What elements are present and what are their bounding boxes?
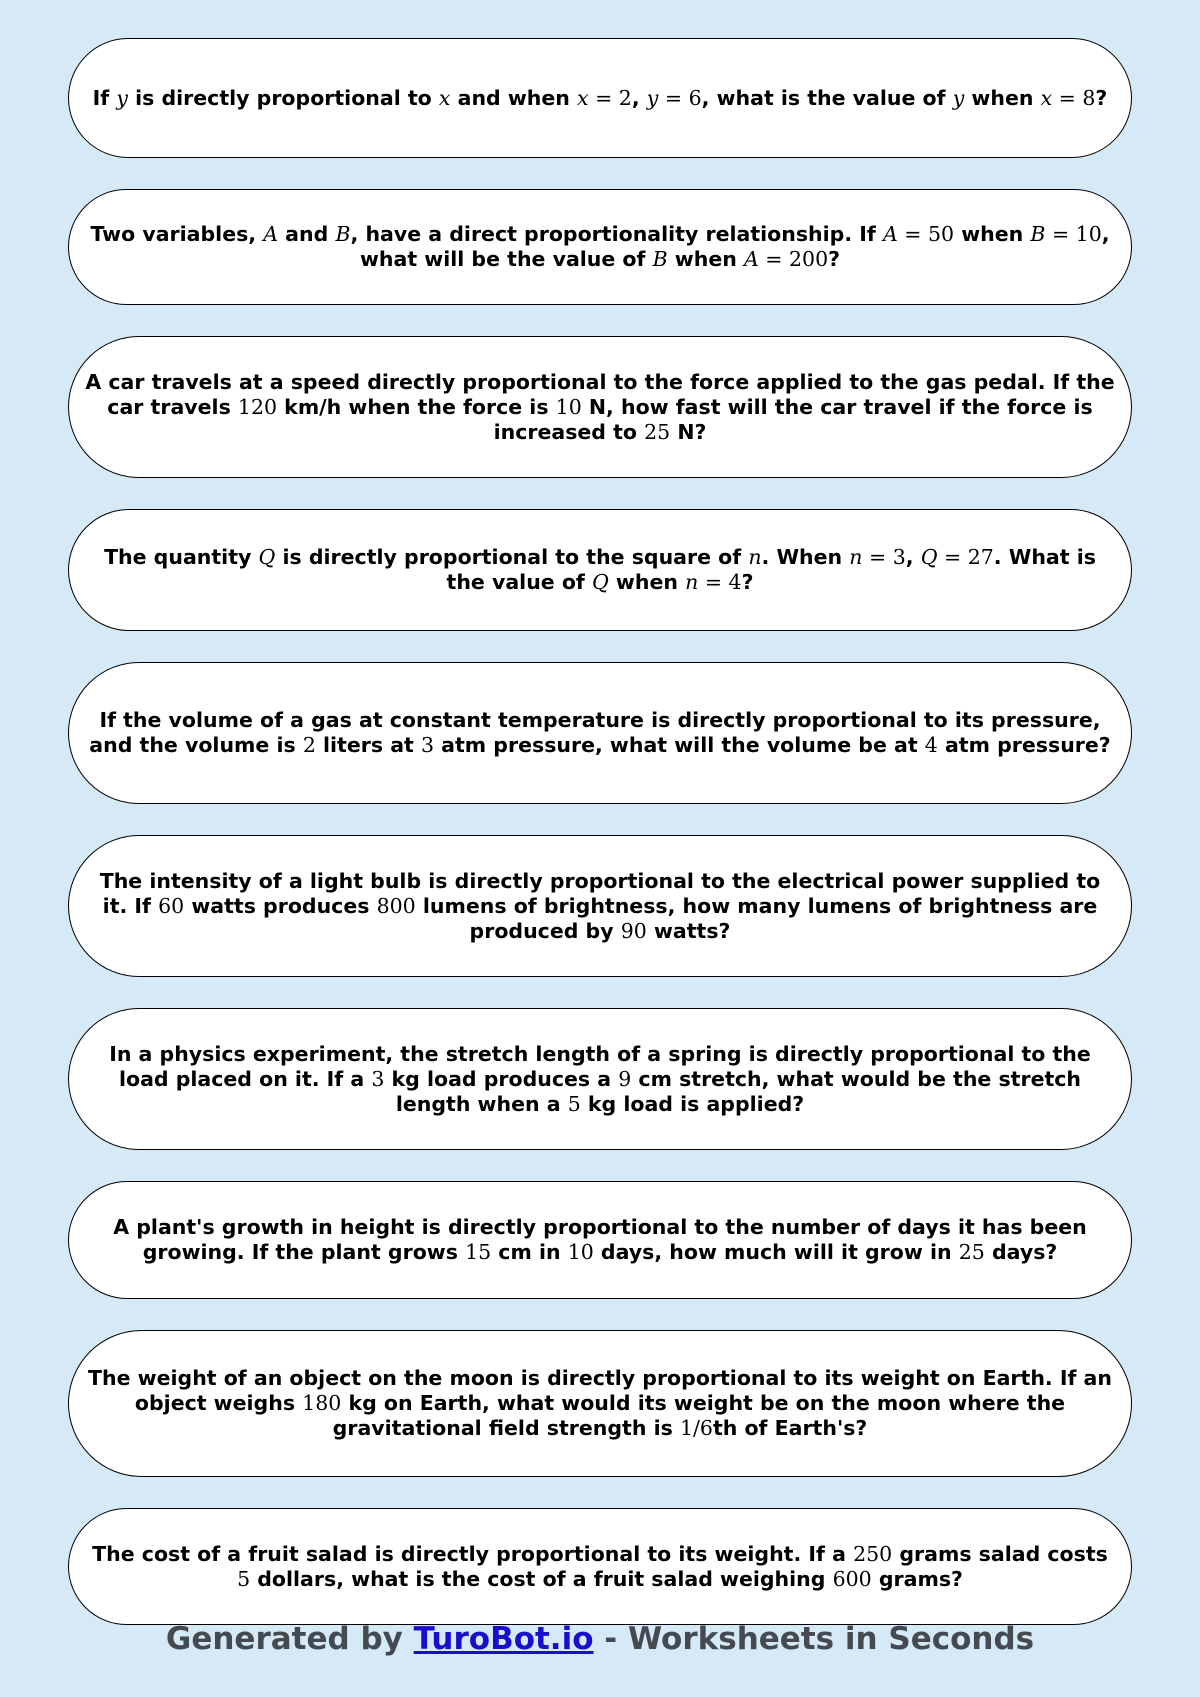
question-card bbox=[68, 336, 1132, 478]
question-card bbox=[68, 38, 1132, 158]
math-expression: 600 bbox=[832, 1566, 872, 1591]
math-expression: Q = 27 bbox=[920, 545, 994, 569]
math-expression: 800 bbox=[376, 893, 416, 918]
question-text: A car travels at a speed directly proportional to the force applied to the gas pedal. If the car travels 120 km/h when the force is 10 N, how fast will the car travel if the force is increased to 25 N? bbox=[85, 369, 1115, 444]
math-expression: x = 2 bbox=[577, 85, 632, 110]
question-card bbox=[68, 1181, 1132, 1299]
turobot-link[interactable]: TuroBot.io bbox=[413, 1621, 594, 1657]
math-expression: 10 bbox=[555, 394, 582, 419]
question-text: The intensity of a light bulb is directly proportional to the electrical power supplied to it. If 60 watts produces 800 lumens of brightness, how many lumens of brightness are produced by 90 watts? bbox=[99, 868, 1101, 943]
math-expression: n bbox=[748, 545, 762, 569]
math-expression: 4 bbox=[924, 733, 938, 757]
math-expression: y bbox=[952, 85, 965, 110]
math-expression: y = 6 bbox=[646, 85, 702, 110]
question-card bbox=[68, 1330, 1132, 1477]
math-expression: A = 200 bbox=[743, 247, 829, 271]
math-expression: Q bbox=[258, 545, 276, 569]
question-text: If the volume of a gas at constant temperature is directly proportional to its pressure, and the volume is 2 liters at 3 atm pressure, what will the volume be at 4 atm pressure? bbox=[89, 708, 1111, 757]
math-expression: 2 bbox=[302, 733, 316, 757]
question-card bbox=[68, 1008, 1132, 1150]
math-expression: 60 bbox=[158, 893, 185, 918]
math-expression: 250 bbox=[853, 1541, 893, 1566]
question-text: A plant's growth in height is directly proportional to the number of days it has been growing. If the plant grows 15 cm in 10 days, how much will it grow in 25 days? bbox=[113, 1215, 1087, 1264]
question-text: The quantity Q is directly proportional to the square of n. When n = 3, Q = 27. What is the value of Q when n = 4? bbox=[104, 545, 1096, 594]
footer-suffix: - Worksheets in Seconds bbox=[593, 1621, 1035, 1657]
math-expression: 90 bbox=[620, 918, 647, 943]
math-expression: B bbox=[335, 222, 351, 246]
math-expression: 1/6 bbox=[679, 1416, 713, 1440]
math-expression: A bbox=[263, 222, 279, 246]
math-expression: n = 3 bbox=[849, 545, 906, 569]
math-expression: 25 bbox=[644, 419, 671, 444]
math-expression: 10 bbox=[567, 1240, 594, 1264]
footer bbox=[0, 1619, 1200, 1659]
math-expression: B = 10 bbox=[1030, 222, 1102, 246]
question-text: Two variables, A and B, have a direct proportionality relationship. If A = 50 when B = 10, what will be the value of B when A = 200? bbox=[90, 222, 1110, 271]
footer-prefix: Generated by bbox=[165, 1621, 414, 1657]
math-expression: x bbox=[438, 85, 451, 110]
math-expression: 3 bbox=[420, 733, 435, 757]
math-expression: Q bbox=[591, 570, 609, 594]
math-expression: B bbox=[652, 247, 668, 271]
question-text: The cost of a fruit salad is directly proportional to its weight. If a 250 grams salad costs 5 dollars, what is the cost of a fruit salad weighing 600 grams? bbox=[92, 1541, 1108, 1591]
question-text: If y is directly proportional to x and when x = 2, y = 6, what is the value of y when x = 8? bbox=[92, 85, 1108, 110]
math-expression: 25 bbox=[958, 1240, 985, 1264]
math-expression: 120 bbox=[237, 394, 278, 419]
math-expression: A = 50 bbox=[882, 222, 955, 246]
math-expression: 5 bbox=[237, 1566, 251, 1591]
math-expression: 3 bbox=[371, 1066, 385, 1091]
question-card bbox=[68, 835, 1132, 977]
question-text: The weight of an object on the moon is directly proportional to its weight on Earth. If an object weighs 180 kg on Earth, what would its weight be on the moon where the gravitational field strength is 1/6th of Earth's? bbox=[88, 1366, 1112, 1440]
math-expression: 5 bbox=[567, 1091, 581, 1116]
question-text: In a physics experiment, the stretch length of a spring is directly proportional to the load placed on it. If a 3 kg load produces a 9 cm stretch, what would be the stretch length when a 5 kg load is applied? bbox=[109, 1041, 1091, 1116]
worksheet bbox=[68, 38, 1132, 1625]
math-expression: 180 bbox=[302, 1391, 342, 1415]
question-card bbox=[68, 662, 1132, 804]
math-expression: n = 4 bbox=[685, 570, 742, 594]
math-expression: x = 8 bbox=[1040, 85, 1096, 110]
question-card bbox=[68, 1508, 1132, 1625]
math-expression: 15 bbox=[465, 1240, 492, 1264]
question-card bbox=[68, 189, 1132, 305]
math-expression: 9 bbox=[618, 1066, 632, 1091]
math-expression: y bbox=[116, 85, 128, 110]
question-card bbox=[68, 509, 1132, 631]
